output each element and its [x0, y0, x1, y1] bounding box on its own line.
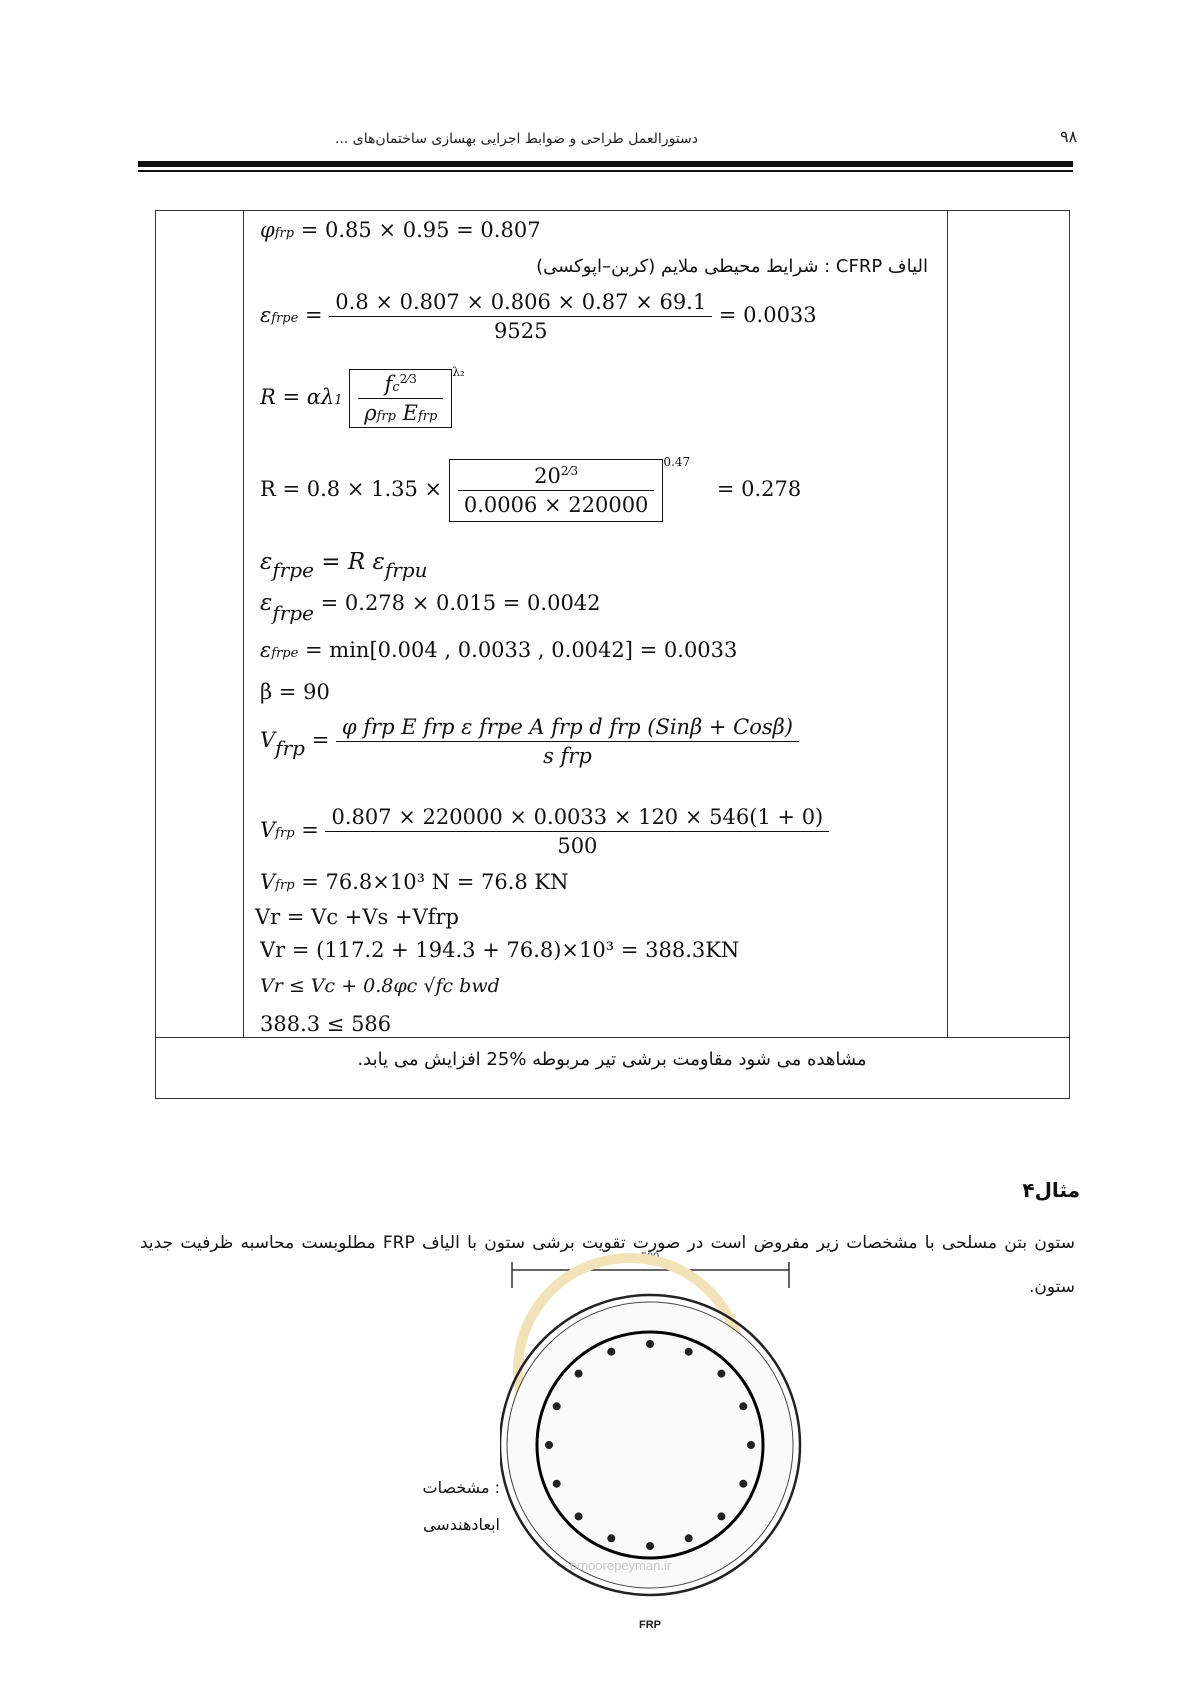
rebar-dot [575, 1370, 583, 1378]
figure-side-label-2: ابعادهندسی [422, 1515, 500, 1534]
rebar-dot [646, 1542, 654, 1550]
eq-phi-frp: φfrp = 0.85 × 0.95 = 0.807 [260, 218, 541, 242]
rebar-dot [553, 1402, 561, 1410]
rebar-dot [747, 1441, 755, 1449]
eq-beta: β = 90 [260, 680, 330, 704]
header-rule-thin [138, 170, 1073, 172]
table-right-divider [947, 210, 948, 1037]
watermark-text: omoorepeyman.ir [570, 1558, 672, 1573]
rebar-dot [717, 1512, 725, 1520]
rebar-dot [739, 1480, 747, 1488]
rebar-dot [553, 1480, 561, 1488]
rebar-dot [685, 1534, 693, 1542]
dimension-label: 500 [640, 1251, 660, 1263]
rebar-dot [607, 1534, 615, 1542]
rebar-dot [685, 1348, 693, 1356]
column-section-figure [500, 1250, 840, 1630]
header-title: دستورالعمل طراحی و ضوابط اجرایی بهسازی ساختمان‌های ... [335, 131, 698, 147]
header-rule-thick [138, 161, 1073, 167]
eq-vfrp-numeric: Vfrp = $\frac{0.807 \times 220000 \times 0.0033 \times 120 \times 546(1 + 0)}{500}$ [260, 805, 829, 858]
eq-r-general: R = αλ1 $\frac{fc^{2⁄3}}{\text{ρfrp Efrp}}$ $^{\lambda_2}$ [260, 365, 465, 428]
rebar-dot [607, 1348, 615, 1356]
rebar-dot [545, 1441, 553, 1449]
page-number: ۹۸ [1060, 127, 1078, 146]
figure-side-label-1: : مشخصات [422, 1478, 500, 1497]
table-conclusion: مشاهده می شود مقاومت برشی تیر مربوطه %25 افزایش می یابد. [357, 1049, 867, 1070]
example-text: ستون بتن مسلحی با مشخصات زیر مفروض است در صورت تقویت برشی ستون با الیاف FRP مطلوبست محاسبه ظرفیت جدید ستون. [140, 1233, 1075, 1297]
eq-vfrp-general: Vfrp = $\frac{\text{φ frp E frp ε frpe A frp d frp (Sinβ + Cosβ)}}{\text{s frp}}$ [260, 715, 799, 768]
eq-eps-frpe-min: εfrpe = min[0.004 , 0.0033 , 0.0042] = 0.0033 [260, 638, 738, 662]
table-row-divider [155, 1037, 1069, 1038]
eq-eps-frpe-2: εfrpe = R εfrpu [260, 549, 428, 582]
eq-vr-limit: Vr ≤ Vc + 0.8φc √fc bwd [260, 975, 500, 997]
rebar-dot [739, 1402, 747, 1410]
eq-check: 388.3 ≤ 586 [260, 1012, 392, 1036]
fiber-note: الیاف CFRP : شرایط محیطی ملایم (کربن–اپوکسی) [536, 256, 928, 277]
table-left-divider [243, 210, 244, 1037]
rebar-dot [575, 1512, 583, 1520]
eq-vr-sum: Vr = Vc +Vs +Vfrp [255, 905, 459, 929]
eq-eps-frpe-1: εfrpe = $\frac{0.8 \times 0.807 \times 0.806 \times 0.87 \times 69.1}{9525}$ = 0.0033 [260, 290, 817, 343]
eq-vfrp-result: Vfrp = 76.8×10³ N = 76.8 KN [260, 870, 569, 894]
example-title: مثال۴ [1022, 1178, 1080, 1202]
eq-vr-calc: Vr = (117.2 + 194.3 + 76.8)×10³ = 388.3KN [260, 938, 740, 962]
eq-r-numeric: R = 0.8 × 1.35 × $\frac{20^{2⁄3}}{0.0006 \times 220000}$ $^{0.47}$ = 0.278 [260, 455, 801, 522]
eq-eps-frpe-3: εfrpe = 0.278 × 0.015 = 0.0042 [260, 590, 601, 625]
rebar-dot [717, 1370, 725, 1378]
rebar-dot [646, 1340, 654, 1348]
frp-label: FRP [639, 1619, 661, 1630]
